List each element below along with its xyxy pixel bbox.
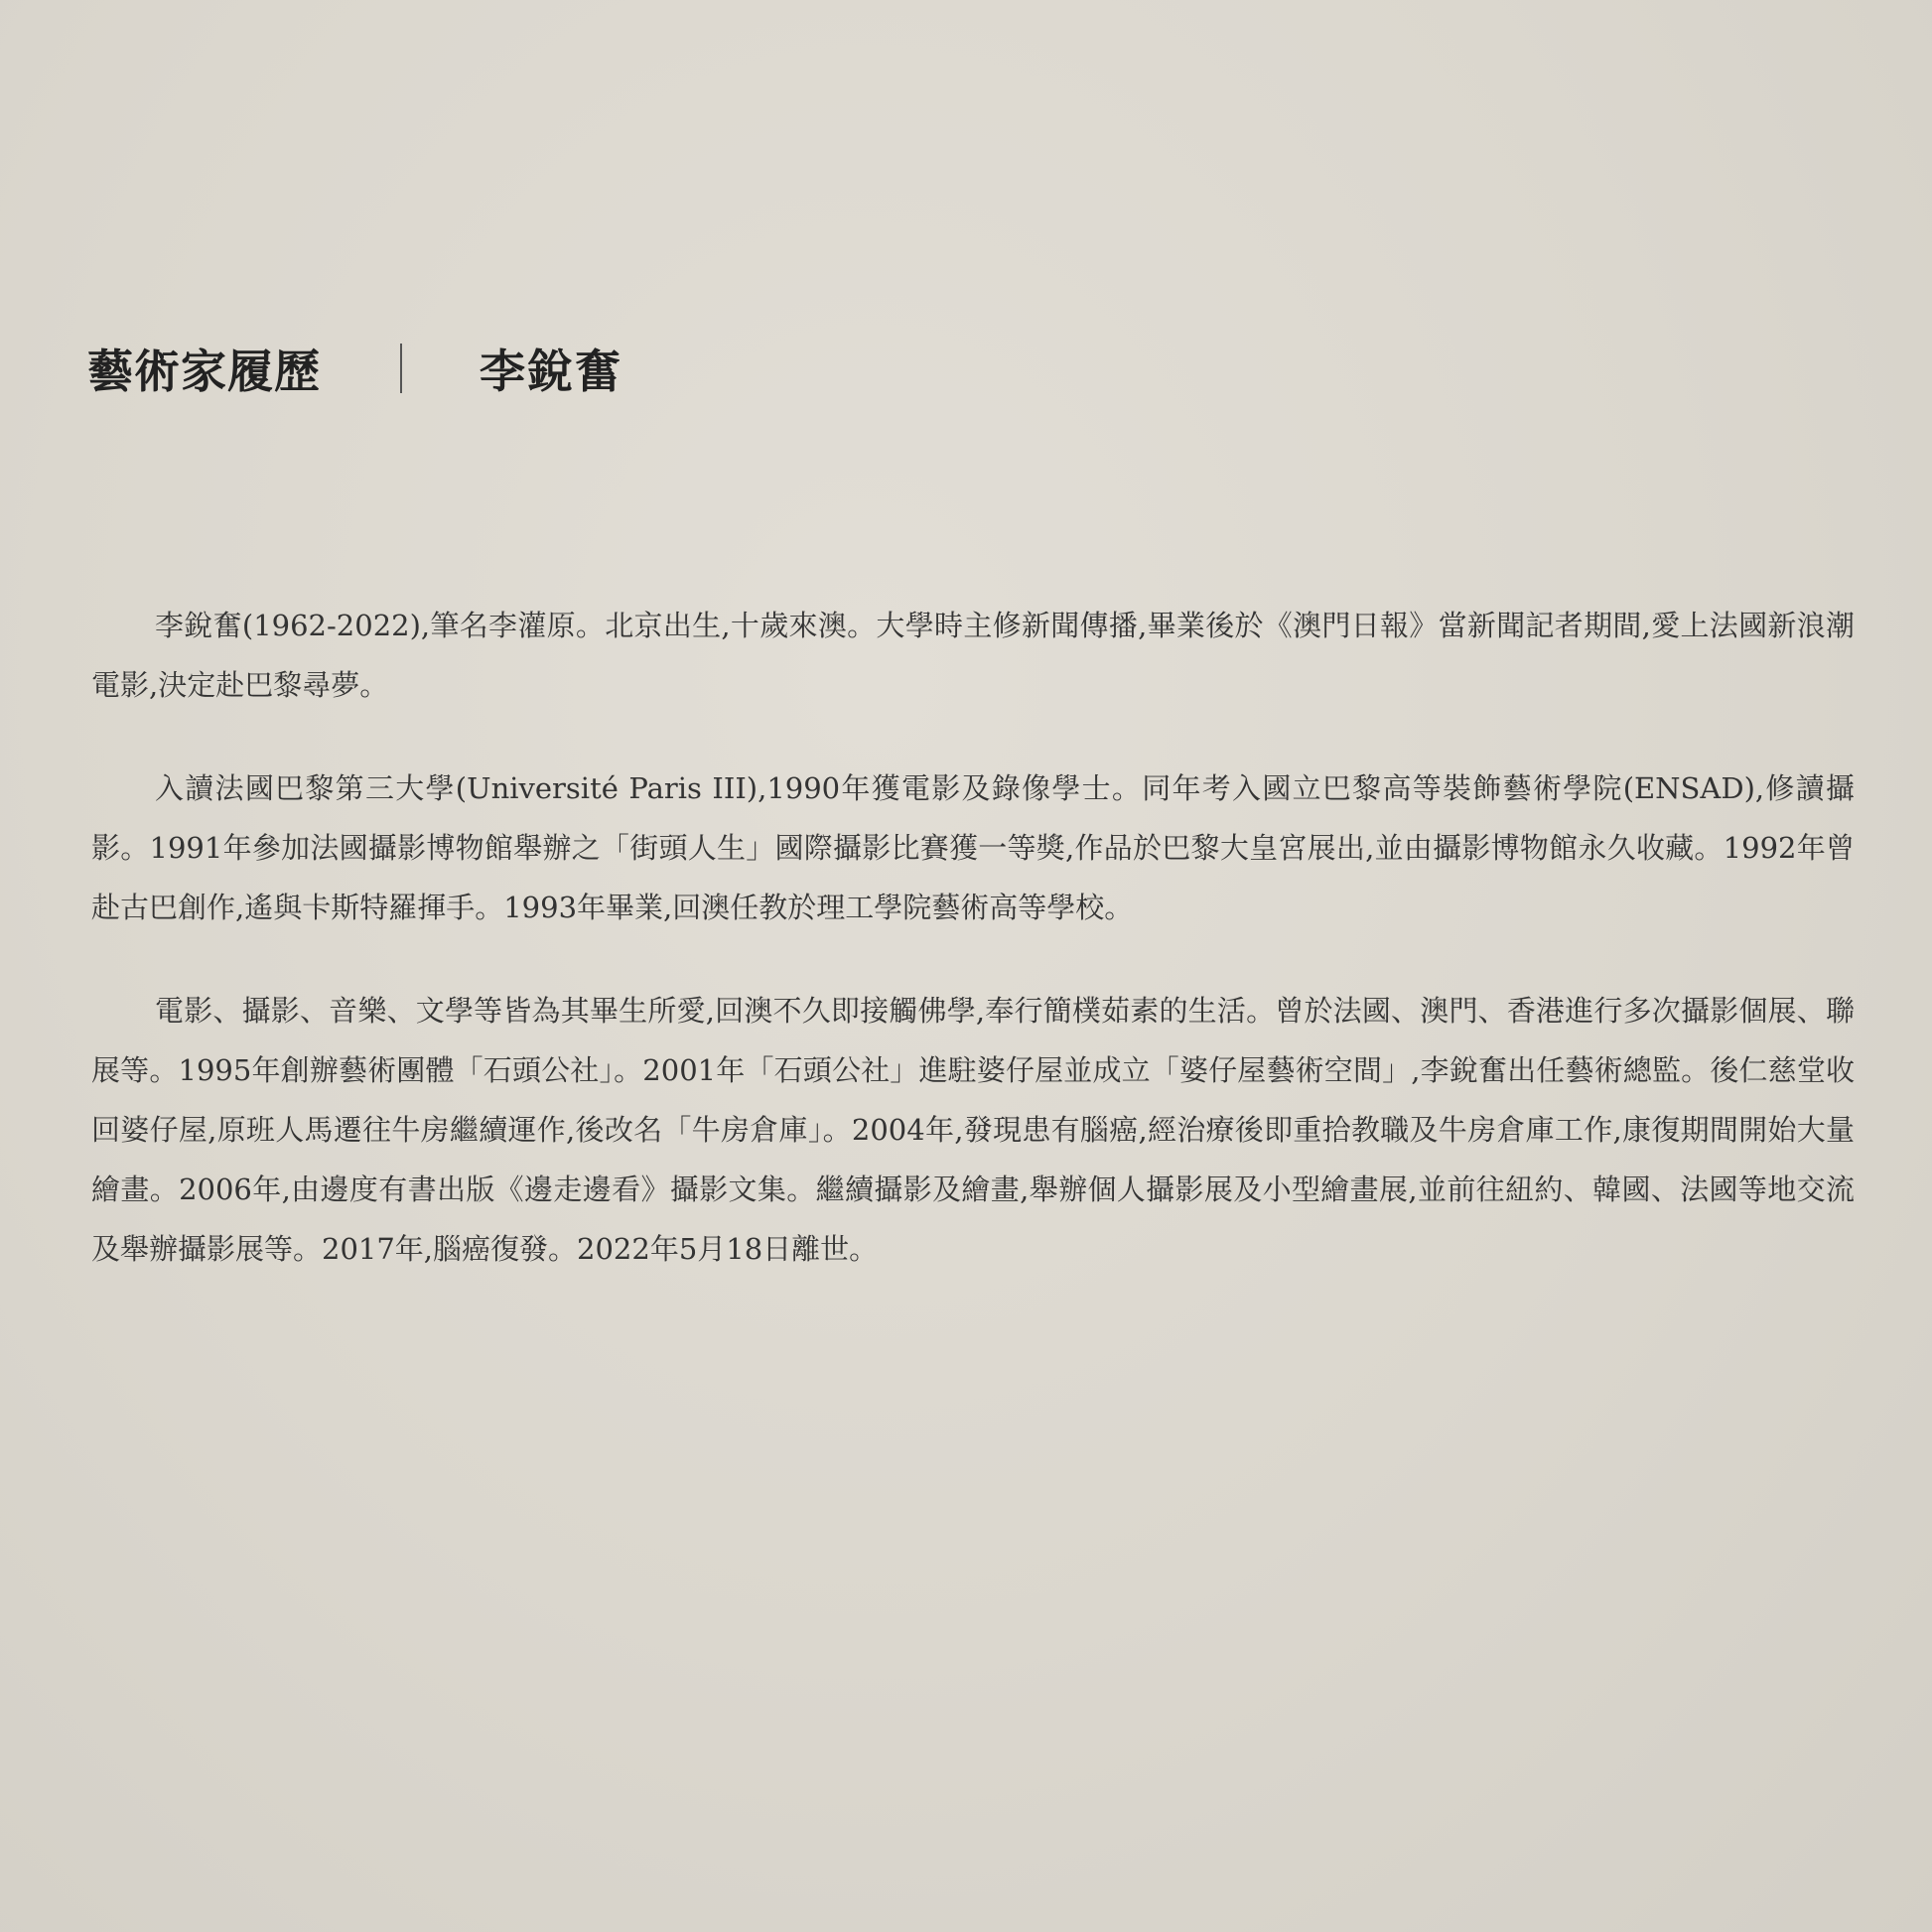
biography-paragraph-3: 電影、攝影、音樂、文學等皆為其畢生所愛,回澳不久即接觸佛學,奉行簡樸茹素的生活。曾於法國、澳門、香港進行多次攝影個展、聯展等。1995年創辦藝術團體「石頭公社」。2001年「石頭公社」進駐婆仔屋並成立「婆仔屋藝術空間」,李銳奮出任藝術總監。後仁慈堂收回婆仔屋,原班人馬遷往牛房繼續運作,後改名「牛房倉庫」。2004年,發現患有腦癌,經治療後即重拾教職及牛房倉庫工作,康復期間開始大量繪畫。2006年,由邊度有書出版《邊走邊看》攝影文集。繼續攝影及繪畫,舉辦個人攝影展及小型繪畫展,並前往紐約、韓國、法國等地交流及舉辦攝影展等。2017年,腦癌復發。2022年5月18日離世。 xyxy=(91,994,1855,1266)
biography-paragraph-2: 入讀法國巴黎第三大學(Université Paris III),1990年獲電影及錄像學士。同年考入國立巴黎高等裝飾藝術學院(ENSAD),修讀攝影。1991年參加法國攝影博物館舉辦之「街頭人生」國際攝影比賽獲一等獎,作品於巴黎大皇宮展出,並由攝影博物館永久收藏。1992年曾赴古巴創作,遙與卡斯特羅揮手。1993年畢業,回澳任教於理工學院藝術高等學校。 xyxy=(91,771,1855,924)
biography-body xyxy=(91,596,1855,1322)
artist-name: 李銳奮 xyxy=(480,345,622,398)
section-title: 藝術家履歷 xyxy=(87,345,321,398)
biography-paragraph-1: 李銳奮(1962-2022),筆名李灌原。北京出生,十歲來澳。大學時主修新聞傳播,畢業後於《澳門日報》當新聞記者期間,愛上法國新浪潮電影,決定赴巴黎尋夢。 xyxy=(91,609,1855,702)
page-header xyxy=(87,334,622,403)
header-divider xyxy=(400,344,402,393)
